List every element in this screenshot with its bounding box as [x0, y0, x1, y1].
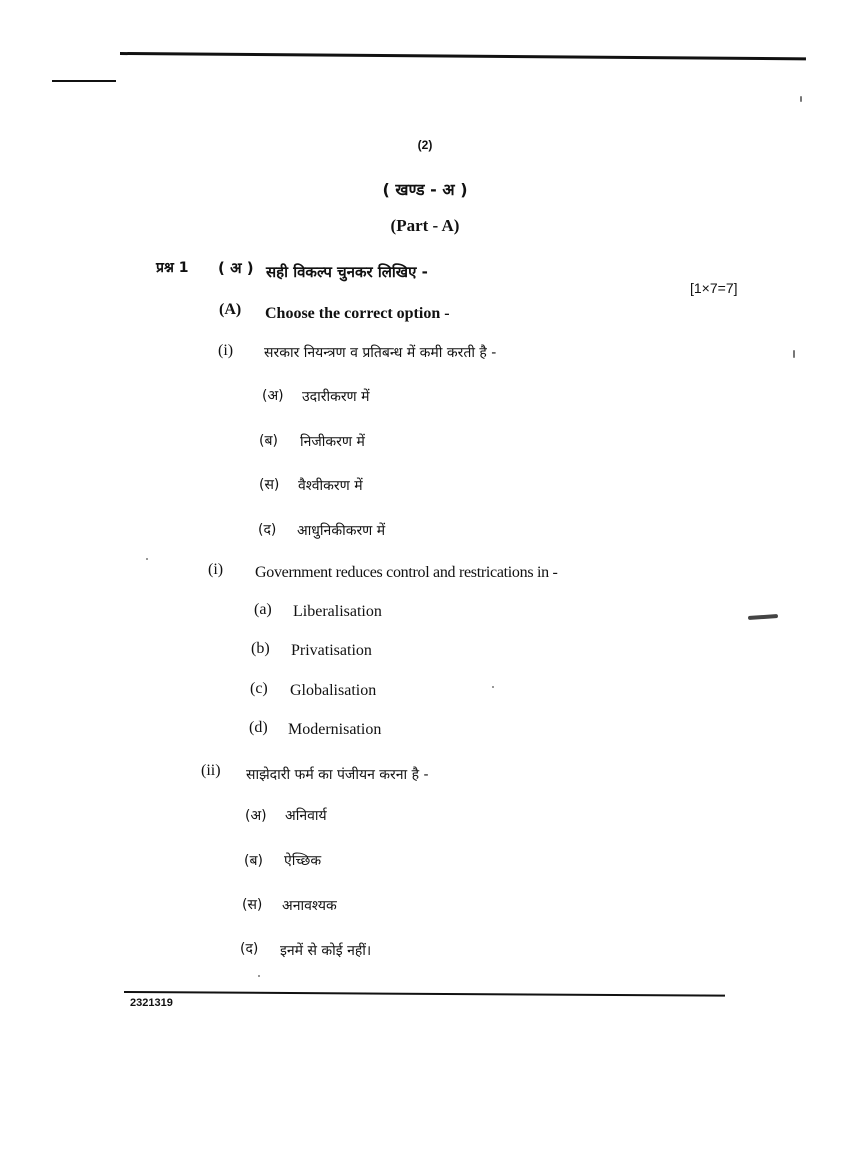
q1-english-text: Government reduces control and restrications in - — [255, 564, 558, 581]
q1-hindi-option-b-label: (ब) — [259, 433, 278, 449]
scan-speck — [492, 686, 494, 688]
q1-english-option-d-label: (d) — [249, 719, 268, 736]
q1-hindi-option-a-label: (अ) — [262, 388, 284, 404]
q1-hindi-option-d-text: आधुनिकीकरण में — [297, 523, 386, 539]
q1-english-option-c-text: Globalisation — [290, 682, 377, 699]
q1-hindi-number: (i) — [218, 342, 234, 359]
sub-label-english: (A) — [219, 301, 242, 318]
section-title-hindi: ( खण्ड - अ ) — [382, 180, 468, 199]
q1-english-option-b-label: (b) — [251, 640, 270, 657]
scan-speck — [800, 96, 802, 102]
scan-speck — [258, 975, 260, 977]
instruction-english: Choose the correct option - — [265, 305, 450, 322]
top-left-stub-line — [52, 80, 116, 82]
scan-speck — [146, 558, 148, 560]
q1-english-number: (i) — [208, 561, 224, 578]
q2-hindi-option-d-text: इनमें से कोई नहीं। — [280, 943, 372, 959]
footer-code: 2321319 — [130, 997, 173, 1009]
top-border-line — [120, 52, 806, 60]
q2-hindi-option-c-text: अनावश्यक — [282, 898, 337, 914]
section-title-english: (Part - A) — [390, 216, 460, 235]
question-label: प्रश्न 1 — [156, 260, 189, 276]
q1-hindi-option-a-text: उदारीकरण में — [302, 389, 370, 405]
q2-hindi-option-b-label: (ब) — [244, 853, 263, 869]
q1-english-option-a-text: Liberalisation — [293, 603, 382, 620]
q2-hindi-option-a-text: अनिवार्य — [285, 808, 327, 824]
sub-label-hindi: ( अ ) — [218, 259, 254, 277]
q2-hindi-number: (ii) — [201, 762, 221, 779]
scan-speck — [793, 350, 795, 358]
instruction-hindi: सही विकल्प चुनकर लिखिए - — [266, 263, 428, 281]
q1-hindi-text: सरकार नियन्त्रण व प्रतिबन्ध में कमी करती है - — [264, 345, 497, 361]
q2-hindi-option-b-text: ऐच्छिक — [284, 853, 322, 869]
page-number: (2) — [417, 138, 433, 152]
q2-hindi-option-a-label: (अ) — [245, 808, 267, 824]
q1-english-option-b-text: Privatisation — [291, 642, 372, 659]
q1-english-option-a-label: (a) — [254, 601, 272, 618]
q1-hindi-option-c-label: (स) — [259, 477, 280, 493]
footer-rule — [124, 991, 725, 997]
q1-english-option-d-text: Modernisation — [288, 721, 382, 738]
q1-hindi-option-b-text: निजीकरण में — [300, 434, 365, 450]
q1-english-option-c-label: (c) — [250, 680, 268, 697]
q1-hindi-option-c-text: वैश्वीकरण में — [298, 478, 363, 494]
q2-hindi-option-d-label: (द) — [240, 941, 259, 957]
q2-hindi-text: साझेदारी फर्म का पंजीयन करना है - — [246, 767, 429, 783]
q2-hindi-option-c-label: (स) — [242, 897, 263, 913]
scan-smudge — [748, 614, 778, 620]
marks-allocation: [1×7=7] — [690, 280, 738, 296]
q1-hindi-option-d-label: (द) — [258, 522, 277, 538]
